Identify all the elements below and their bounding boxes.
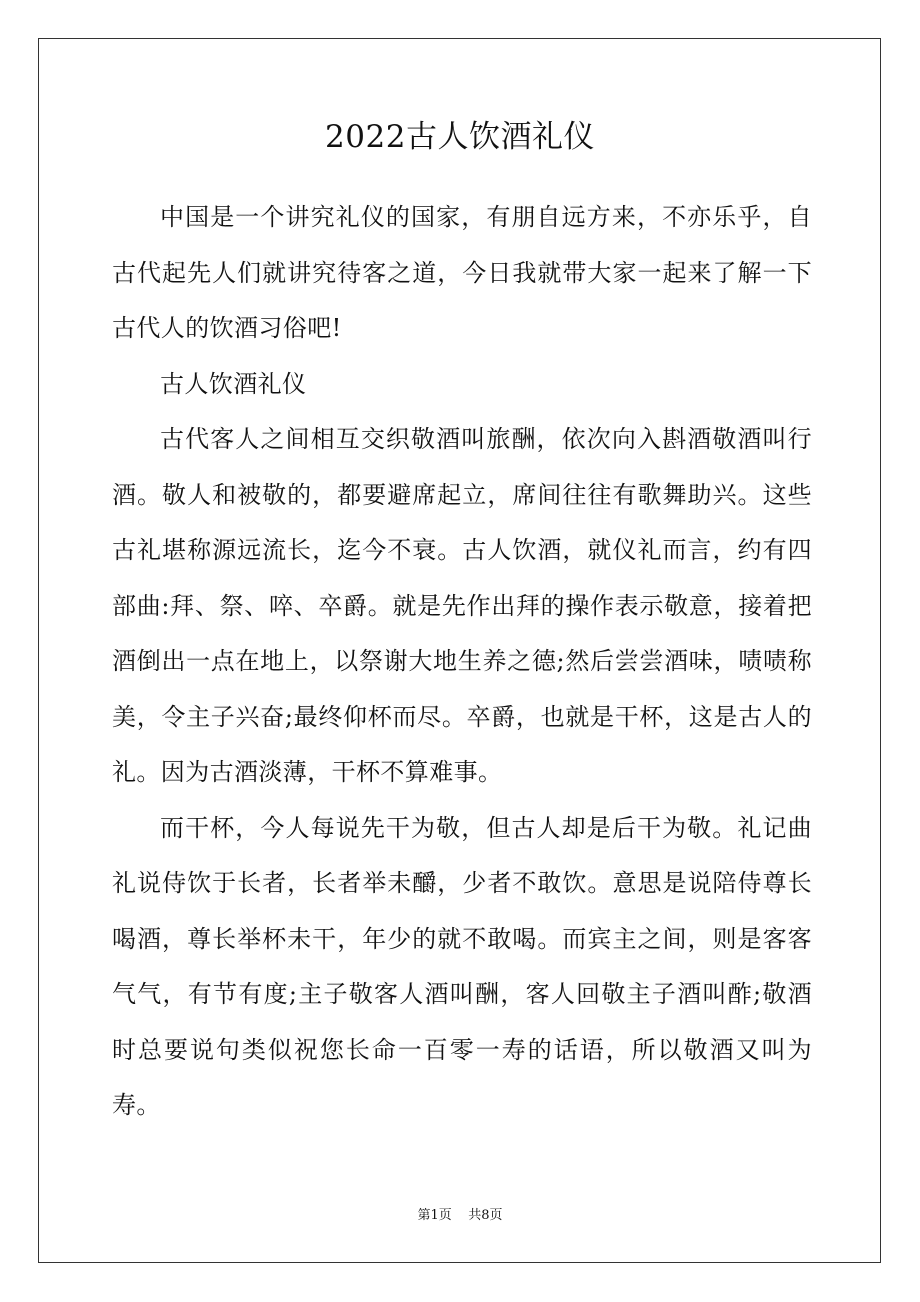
page-footer bbox=[0, 1206, 920, 1226]
paragraph-rituals: 古代客人之间相互交织敬酒叫旅酬，依次向入斟酒敬酒叫行酒。敬人和被敬的，都要避席起立，席间往往有歌舞助兴。这些古礼堪称源远流长，迄今不衰。古人饮酒，就仪礼而言，约有四部曲:拜、祭、啐、卒爵。就是先作出拜的操作表示敬意，接着把酒倒出一点在地上，以祭谢大地生养之德;然后尝尝酒味，啧啧称美，令主子兴奋;最终仰杯而尽。卒爵，也就是干杯，这是古人的礼。因为古酒淡薄，干杯不算难事。 bbox=[112, 425, 812, 786]
paragraph-intro: 中国是一个讲究礼仪的国家，有朋自远方来，不亦乐乎，自古代起先人们就讲究待客之道，今日我就带大家一起来了解一下古代人的饮酒习俗吧! bbox=[112, 203, 812, 342]
page-total: 共8页 bbox=[468, 1208, 503, 1223]
section-heading: 古人饮酒礼仪 bbox=[160, 369, 307, 398]
paragraph-toasting: 而干杯，今人每说先干为敬，但古人却是后干为敬。礼记曲礼说侍饮于长者，长者举未釂，少者不敢饮。意思是说陪侍尊长喝酒，尊长举杯未干，年少的就不敢喝。而宾主之间，则是客客气气，有节有度;主子敬客人酒叫酬，客人回敬主子酒叫酢;敬酒时总要说句类似祝您长命一百零一寿的话语，所以敬酒又叫为寿。 bbox=[112, 813, 812, 1119]
document-title: 2022古人饮酒礼仪 bbox=[325, 119, 595, 155]
page-number: 第1页 bbox=[417, 1208, 452, 1223]
document-body bbox=[112, 190, 812, 1134]
